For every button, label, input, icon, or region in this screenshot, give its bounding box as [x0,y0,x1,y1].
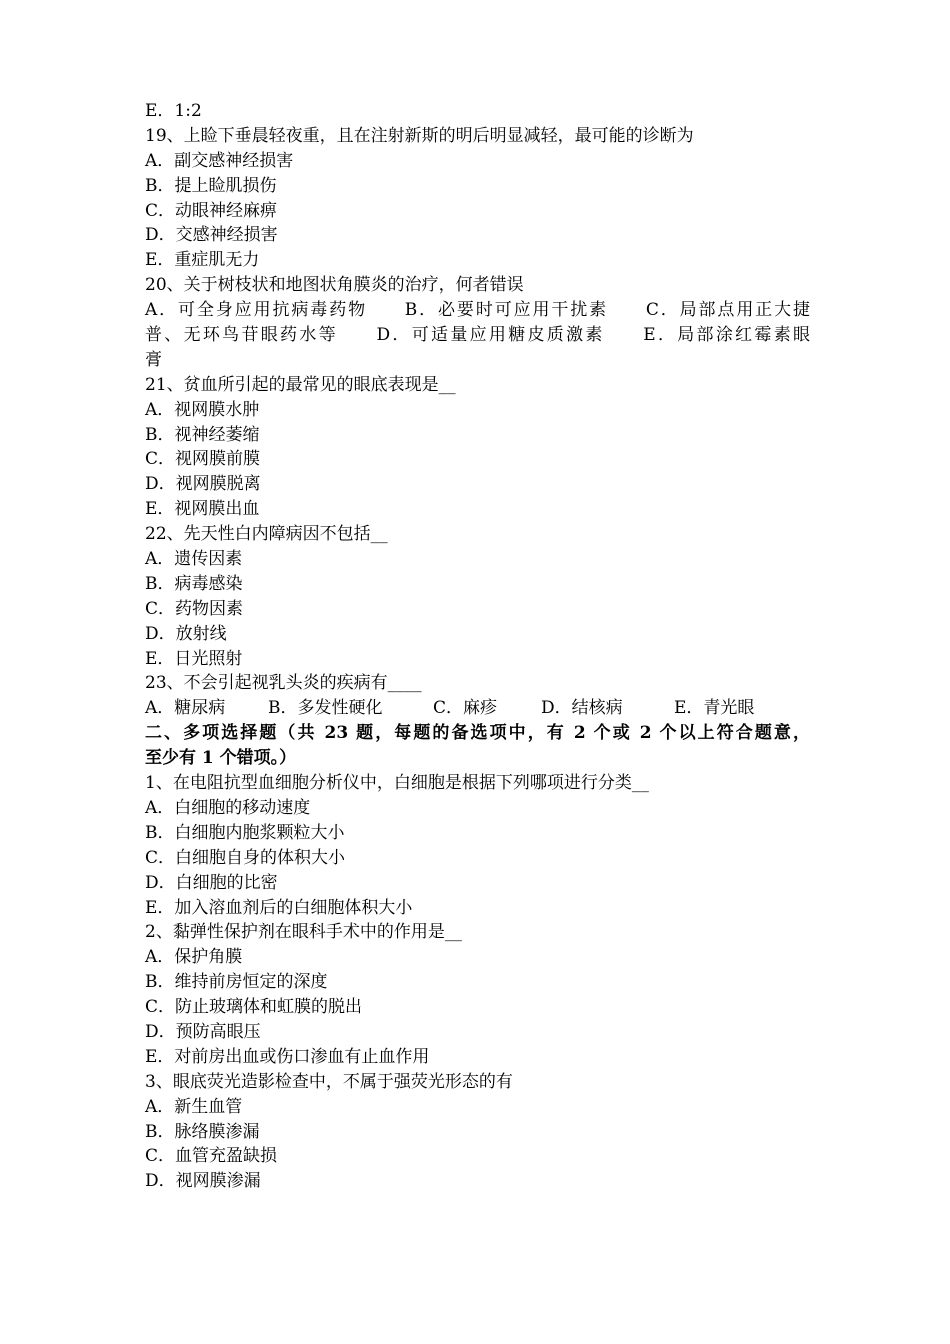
section-heading: 二、多项选择题（共 23 题，每题的备选项中，有 2 个或 2 个以上符合题意， [145,723,810,744]
option-line: B．提上睑肌损伤 [145,175,277,196]
option-line: B．视神经萎缩 [145,424,260,445]
option-line: A．白细胞的移动速度 [145,797,311,818]
option-d: D．结核病 [541,698,623,719]
option-line: C．白细胞自身的体积大小 [145,847,346,868]
question-19: 19、上睑下垂晨轻夜重，且在注射新斯的明后明显减轻，最可能的诊断为 [145,125,694,146]
option-line: E．加入溶血剂后的白细胞体积大小 [145,897,413,918]
option-line: A．视网膜水肿 [145,399,260,420]
option-line: E．重症肌无力 [145,250,260,271]
option-line: E．对前房出血或伤口渗血有止血作用 [145,1046,430,1067]
option-line: A．遗传因素 [145,549,243,570]
question-m1: 1、在电阻抗型血细胞分析仪中，白细胞是根据下列哪项进行分类__ [145,773,649,794]
document-body [145,99,810,1194]
option-line: 膏 [145,349,162,370]
option-a: A．糖尿病 [145,698,226,719]
option-line: E．日光照射 [145,648,243,669]
options-row-23 [145,696,810,721]
option-line: C．药物因素 [145,598,244,619]
option-e: E．青光眼 [674,698,755,719]
option-line: C．动眼神经麻痹 [145,200,278,221]
option-line: B．白细胞内胞浆颗粒大小 [145,822,345,843]
option-line: A．可全身应用抗病毒药物 B．必要时可应用干扰素 C．局部点用正大捷 [145,300,810,321]
option-line: D．放射线 [145,623,227,644]
option-line: C．视网膜前膜 [145,449,261,470]
option-line: D．视网膜脱离 [145,474,261,495]
question-22: 22、先天性白内障病因不包括__ [145,524,388,545]
option-b: B．多发性硬化 [268,698,383,719]
option-line: D．预防高眼压 [145,1021,261,1042]
question-m3: 3、眼底荧光造影检查中，不属于强荧光形态的有 [145,1071,513,1092]
option-line: D．白细胞的比密 [145,872,278,893]
option-line: A．保护角膜 [145,947,243,968]
option-line: E．视网膜出血 [145,499,260,520]
section-heading-cont: 至少有 1 个错项。） [145,748,297,769]
option-line: A．副交感神经损害 [145,150,294,171]
option-line: D．交感神经损害 [145,225,278,246]
question-21: 21、贫血所引起的最常见的眼底表现是__ [145,374,456,395]
option-line: C．血管充盈缺损 [145,1146,278,1167]
question-23: 23、不会引起视乳头炎的疾病有____ [145,673,422,694]
question-20: 20、关于树枝状和地图状角膜炎的治疗，何者错误 [145,275,524,296]
option-line: B．脉络膜渗漏 [145,1121,260,1142]
option-line: B．维持前房恒定的深度 [145,972,328,993]
option-line: B．病毒感染 [145,573,243,594]
option-line: E．1:2 [145,101,202,121]
option-line: A．新生血管 [145,1096,243,1117]
option-line: C．防止玻璃体和虹膜的脱出 [145,997,363,1018]
option-c: C．麻疹 [433,698,498,719]
question-m2: 2、黏弹性保护剂在眼科手术中的作用是__ [145,922,462,943]
option-line: 普、无环鸟苷眼药水等 D．可适量应用糖皮质激素 E．局部涂红霉素眼 [145,325,810,346]
option-line: D．视网膜渗漏 [145,1171,261,1192]
